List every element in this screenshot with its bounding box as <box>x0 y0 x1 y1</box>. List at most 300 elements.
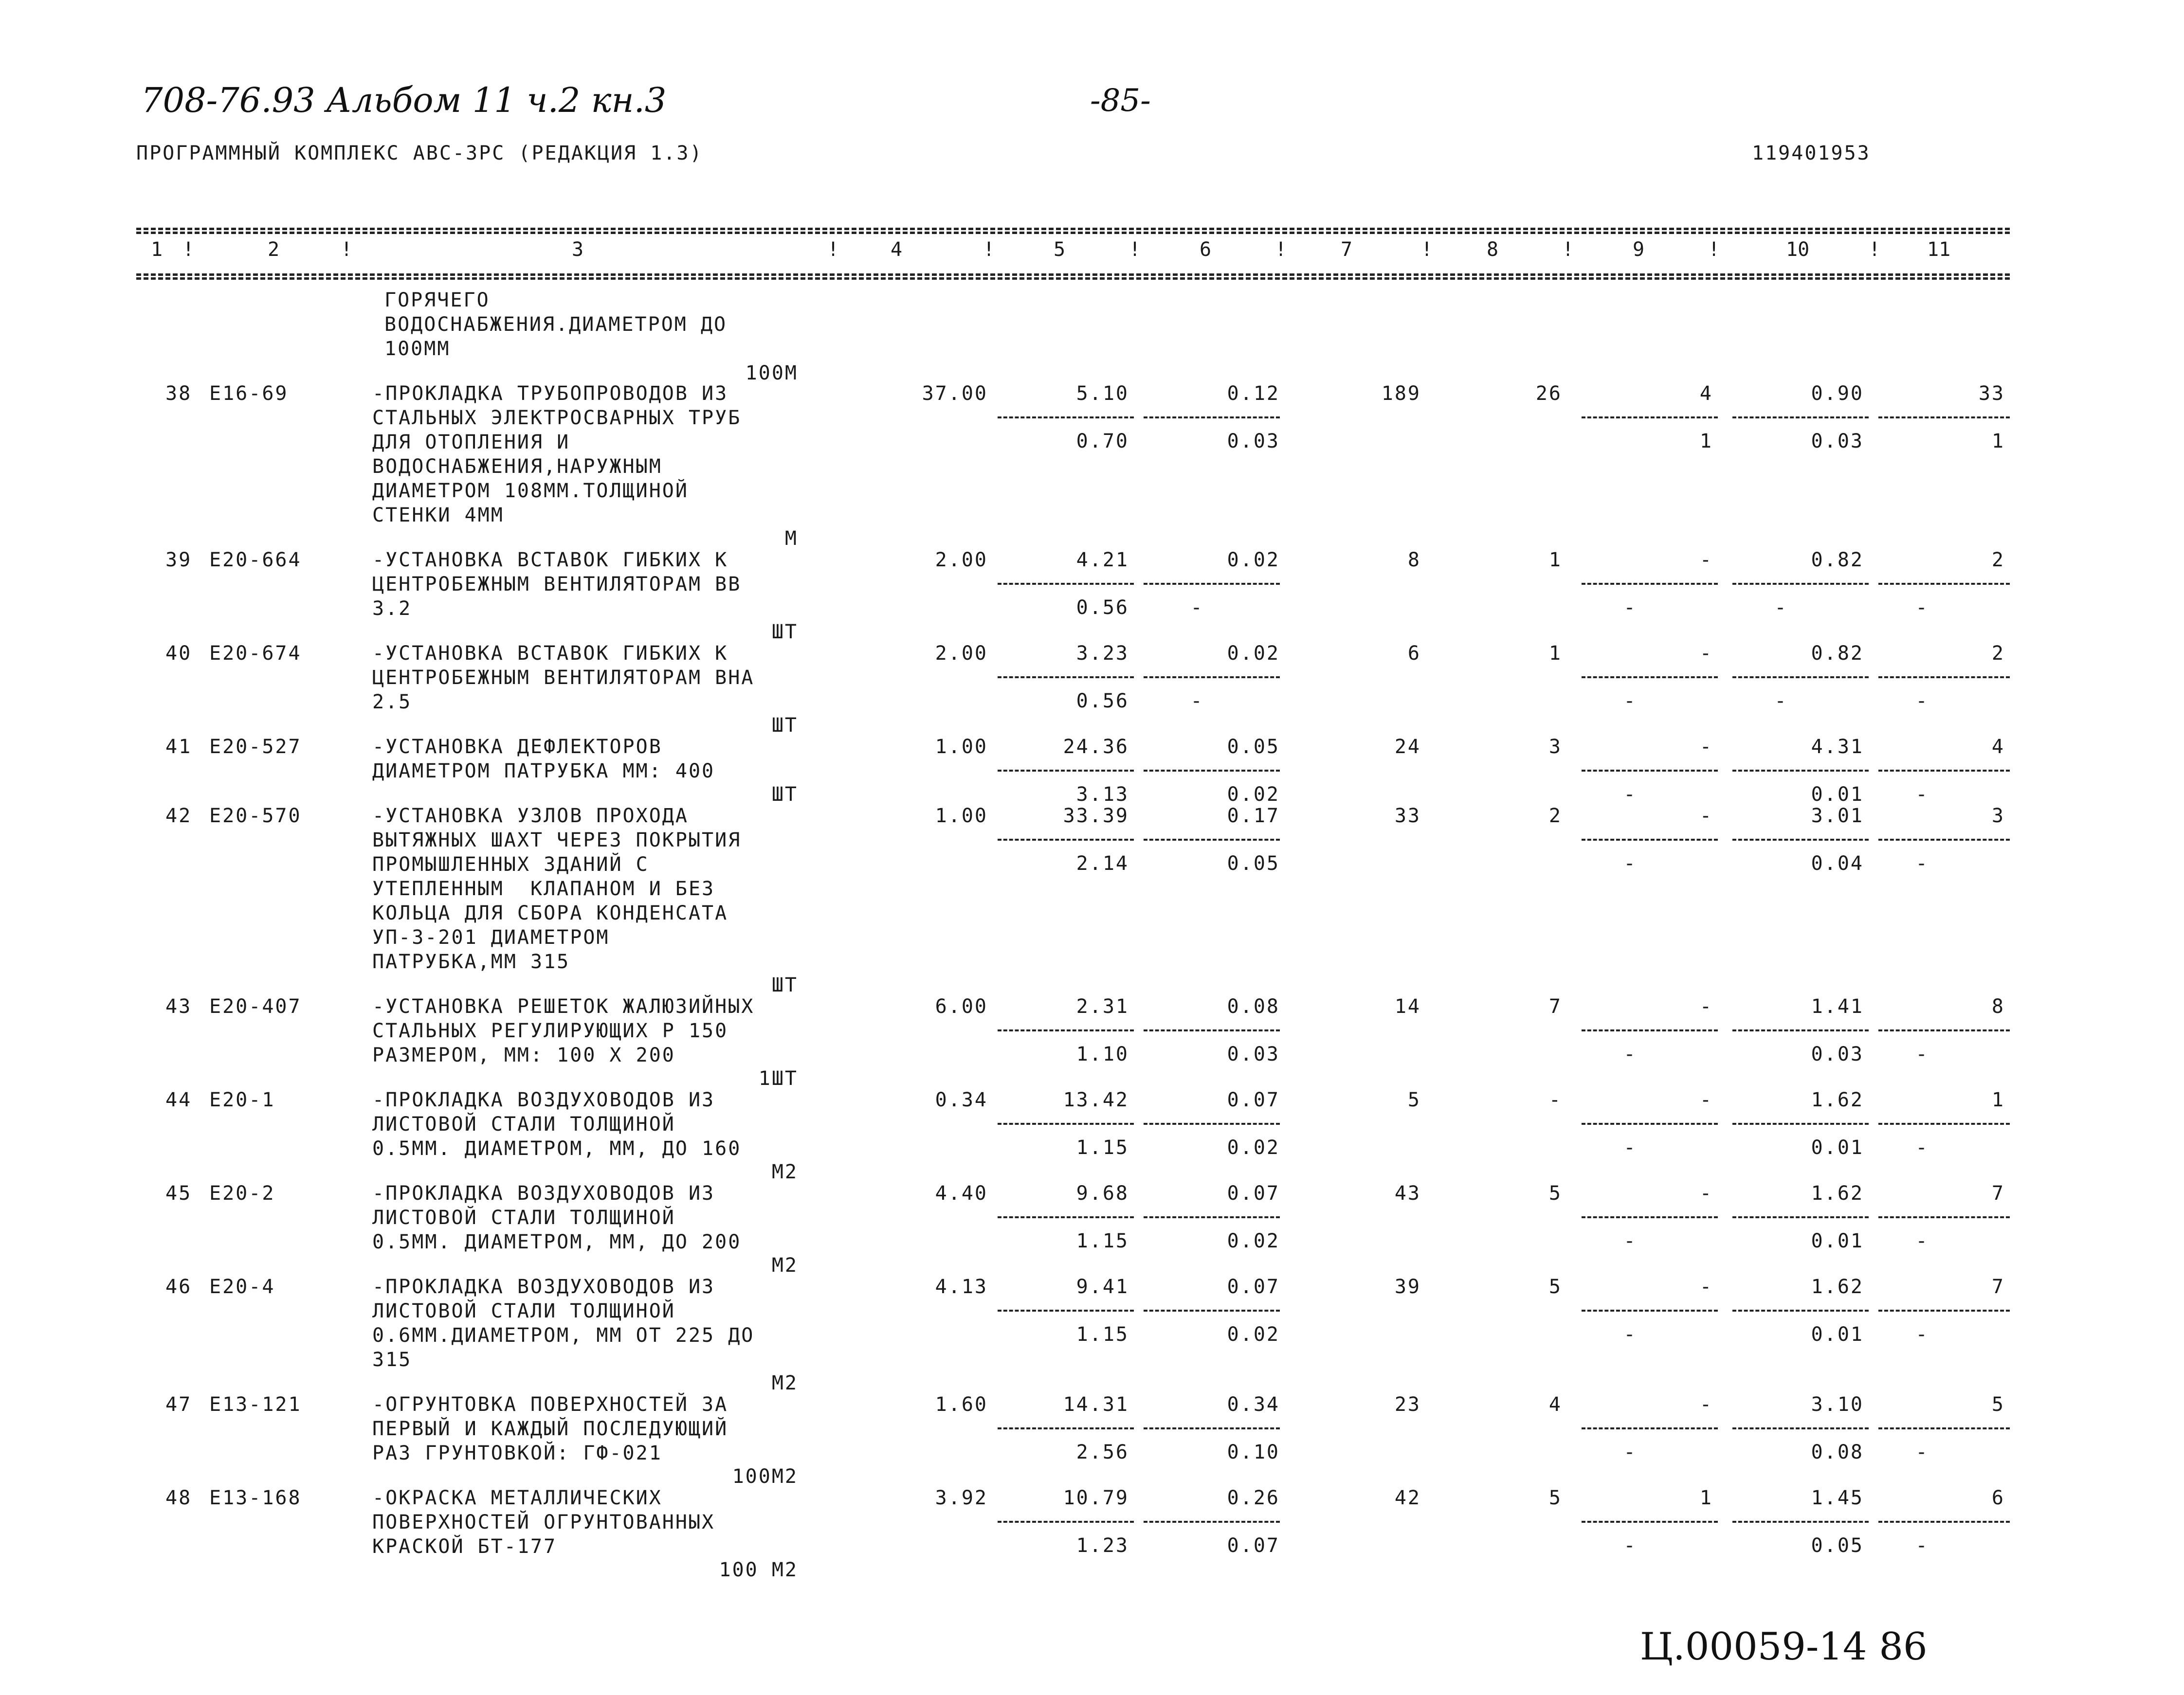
row-desc-line: СТАЛЬНЫХ РЕГУЛИРУЮЩИХ Р 150 <box>372 1020 728 1042</box>
row-code: Е20-4 <box>209 1276 275 1298</box>
cell-c8: 4 <box>1548 1393 1562 1416</box>
row-desc-line: ЛИСТОВОЙ СТАЛИ ТОЛЩИНОЙ <box>372 1207 675 1229</box>
row-unit: ШТ <box>771 714 798 737</box>
cell-c6: 0.12 <box>1227 382 1280 405</box>
cell-c7: 23 <box>1394 1393 1421 1416</box>
cell-c10: 4.31 <box>1811 736 1864 758</box>
column-header-10: 10 <box>1786 238 1810 261</box>
table-header-bottom-rule <box>136 273 2010 276</box>
row-number: 39 <box>165 549 192 571</box>
cell-c10b: - <box>1774 690 1788 712</box>
column-separator: ! <box>1421 238 1433 261</box>
cell-c8: 5 <box>1548 1487 1562 1509</box>
cell-c5b: 0.70 <box>1076 430 1129 452</box>
cell-c9: - <box>1699 549 1713 571</box>
fraction-divider <box>1878 1216 2010 1218</box>
fraction-divider <box>1582 583 1718 585</box>
row-desc-line: -УСТАНОВКА ДЕФЛЕКТОРОВ <box>372 736 662 758</box>
column-header-6: 6 <box>1200 238 1212 261</box>
fraction-divider <box>1878 1123 2010 1125</box>
row-unit: ШТ <box>771 621 798 643</box>
cell-c5b: 1.15 <box>1076 1136 1129 1159</box>
column-separator: ! <box>983 238 995 261</box>
cell-c11: 4 <box>1991 736 2005 758</box>
cell-c8: 7 <box>1548 995 1562 1018</box>
cell-c4: 2.00 <box>935 549 988 571</box>
cell-c6b: 0.02 <box>1227 1136 1280 1159</box>
cell-c4: 4.13 <box>935 1276 988 1298</box>
fraction-divider <box>1878 676 2010 678</box>
row-desc-line: -ОКРАСКА МЕТАЛЛИЧЕСКИХ <box>372 1487 662 1509</box>
row-desc-line: ПРОМЫШЛЕННЫХ ЗДАНИЙ С <box>372 853 649 876</box>
cell-c6b: 0.07 <box>1227 1534 1280 1557</box>
cell-c6b: - <box>1190 690 1204 712</box>
cell-c10b: 0.04 <box>1811 852 1864 875</box>
row-number: 44 <box>165 1089 192 1111</box>
row-desc-line: РАЗМЕРОМ, ММ: 100 Х 200 <box>372 1044 675 1066</box>
handwritten-album-title: 708-76.93 Альбом 11 ч.2 кн.3 <box>141 80 667 120</box>
fraction-divider <box>1582 1216 1718 1218</box>
row-desc-line: ДИАМЕТРОМ ПАТРУБКА ММ: 400 <box>372 760 715 782</box>
cell-c11: 7 <box>1991 1182 2005 1205</box>
fraction-divider <box>1878 1310 2010 1312</box>
cell-c11: 33 <box>1978 382 2005 405</box>
cell-c4: 0.34 <box>935 1089 988 1111</box>
fraction-divider <box>1732 770 1869 772</box>
row-number: 43 <box>165 995 192 1018</box>
row-code: Е20-674 <box>209 642 302 665</box>
cell-c10b: 0.08 <box>1811 1441 1864 1463</box>
fraction-divider <box>1144 1123 1280 1125</box>
row-unit: ШТ <box>771 783 798 806</box>
cell-c9b: - <box>1623 1136 1637 1159</box>
column-header-8: 8 <box>1487 238 1499 261</box>
fraction-divider <box>1144 583 1280 585</box>
cell-c9b: 1 <box>1699 430 1713 452</box>
fraction-divider <box>1878 770 2010 772</box>
table-top-rule <box>136 228 2010 230</box>
row-code: Е20-570 <box>209 805 302 827</box>
column-separator: ! <box>1708 238 1720 261</box>
fraction-divider <box>998 1521 1134 1523</box>
column-separator: ! <box>1562 238 1574 261</box>
cell-c11b: - <box>1915 690 1929 712</box>
cell-c7: 14 <box>1394 995 1421 1018</box>
cell-c6: 0.26 <box>1227 1487 1280 1509</box>
cell-c11b: - <box>1915 1230 1929 1252</box>
cell-c10b: - <box>1774 596 1788 619</box>
doc-code: 119401953 <box>1752 142 1871 164</box>
cell-c6b: 0.02 <box>1227 1323 1280 1346</box>
cell-c6b: - <box>1190 596 1204 619</box>
cell-c7: 6 <box>1407 642 1421 665</box>
program-title: ПРОГРАММНЫЙ КОМПЛЕКС АВС-3РС (РЕДАКЦИЯ 1.3) <box>136 142 703 164</box>
cell-c10b: 0.01 <box>1811 1230 1864 1252</box>
fraction-divider <box>1144 770 1280 772</box>
cell-c10: 1.41 <box>1811 995 1864 1018</box>
row-desc-line: УП-3-201 ДИАМЕТРОМ <box>372 926 610 949</box>
cell-c5b: 2.14 <box>1076 852 1129 875</box>
row-unit: 100М2 <box>732 1465 798 1488</box>
row-desc-line: ЛИСТОВОЙ СТАЛИ ТОЛЩИНОЙ <box>372 1113 675 1136</box>
cell-c10b: 0.01 <box>1811 1323 1864 1346</box>
cell-c6: 0.07 <box>1227 1276 1280 1298</box>
cell-c4: 2.00 <box>935 642 988 665</box>
row-desc-line: СТЕНКИ 4ММ <box>372 504 504 526</box>
cell-c7: 42 <box>1394 1487 1421 1509</box>
fraction-divider <box>998 676 1134 678</box>
cell-c10b: 0.03 <box>1811 430 1864 452</box>
cell-c6b: 0.02 <box>1227 783 1280 806</box>
page-number: -85- <box>1090 83 1151 119</box>
cell-c10: 0.82 <box>1811 549 1864 571</box>
row-desc-line: ВЫТЯЖНЫХ ШАХТ ЧЕРЕЗ ПОКРЫТИЯ <box>372 829 742 851</box>
row-number: 48 <box>165 1487 192 1509</box>
cell-c11: 3 <box>1991 805 2005 827</box>
cell-c9b: - <box>1623 1534 1637 1557</box>
fraction-divider <box>1878 583 2010 585</box>
fraction-divider <box>1144 676 1280 678</box>
column-separator: ! <box>1869 238 1881 261</box>
row-desc-line: ПАТРУБКА,ММ 315 <box>372 951 570 973</box>
row-number: 46 <box>165 1276 192 1298</box>
cell-c4: 37.00 <box>922 382 988 405</box>
cell-c10b: 0.01 <box>1811 1136 1864 1159</box>
cell-c5b: 1.23 <box>1076 1534 1129 1557</box>
row-desc-line: ЛИСТОВОЙ СТАЛИ ТОЛЩИНОЙ <box>372 1300 675 1322</box>
column-header-5: 5 <box>1054 238 1066 261</box>
fraction-divider <box>1582 839 1718 841</box>
cell-c9: - <box>1699 995 1713 1018</box>
row-code: Е20-1 <box>209 1089 275 1111</box>
cell-c10: 1.62 <box>1811 1182 1864 1205</box>
cell-c10: 1.62 <box>1811 1089 1864 1111</box>
fraction-divider <box>1732 416 1869 418</box>
cell-c5b: 3.13 <box>1076 783 1129 806</box>
row-desc-line: -ПРОКЛАДКА ВОЗДУХОВОДОВ ИЗ <box>372 1182 715 1205</box>
cell-c4: 4.40 <box>935 1182 988 1205</box>
fraction-divider <box>1878 839 2010 841</box>
row-desc-line: ЦЕНТРОБЕЖНЫМ ВЕНТИЛЯТОРАМ ВВ <box>372 573 742 595</box>
fraction-divider <box>998 1029 1134 1031</box>
cell-c9b: - <box>1623 1043 1637 1065</box>
row-desc-line: ПОВЕРХНОСТЕЙ ОГРУНТОВАННЫХ <box>372 1511 715 1533</box>
fraction-divider <box>1878 1029 2010 1031</box>
column-header-11: 11 <box>1927 238 1951 261</box>
row-number: 47 <box>165 1393 192 1416</box>
fraction-divider <box>1582 416 1718 418</box>
cell-c9b: - <box>1623 596 1637 619</box>
fraction-divider <box>998 839 1134 841</box>
row-desc-line: -ПРОКЛАДКА ВОЗДУХОВОДОВ ИЗ <box>372 1276 715 1298</box>
fraction-divider <box>998 1123 1134 1125</box>
cell-c7: 5 <box>1407 1089 1421 1111</box>
row-desc-line: 0.6ММ.ДИАМЕТРОМ, ММ ОТ 225 ДО <box>372 1324 755 1347</box>
fraction-divider <box>1732 1123 1869 1125</box>
cell-c6b: 0.05 <box>1227 852 1280 875</box>
row-code: Е20-407 <box>209 995 302 1018</box>
row-unit: 1ШТ <box>758 1067 798 1090</box>
fraction-divider <box>1732 1427 1869 1429</box>
cell-c6b: 0.03 <box>1227 430 1280 452</box>
fraction-divider <box>998 416 1134 418</box>
cell-c10b: 0.03 <box>1811 1043 1864 1065</box>
cell-c11b: - <box>1915 783 1929 806</box>
fraction-divider <box>1878 416 2010 418</box>
cell-c5: 9.68 <box>1076 1182 1129 1205</box>
row-unit: ШТ <box>771 974 798 996</box>
cell-c4: 1.00 <box>935 736 988 758</box>
cell-c5b: 2.56 <box>1076 1441 1129 1463</box>
row-desc-line: ВОДОСНАБЖЕНИЯ,НАРУЖНЫМ <box>372 455 662 478</box>
row-desc-line: РАЗ ГРУНТОВКОЙ: ГФ-021 <box>372 1442 662 1464</box>
cell-c11b: - <box>1915 852 1929 875</box>
column-header-4: 4 <box>891 238 903 261</box>
cell-c7: 39 <box>1394 1276 1421 1298</box>
cell-c4: 6.00 <box>935 995 988 1018</box>
column-separator: ! <box>1129 238 1141 261</box>
table-top-rule-2 <box>136 232 2010 234</box>
cell-c11b: - <box>1915 596 1929 619</box>
cell-c10: 3.10 <box>1811 1393 1864 1416</box>
column-header-3: 3 <box>572 238 584 261</box>
cell-c6: 0.07 <box>1227 1182 1280 1205</box>
row-desc-line: -УСТАНОВКА ВСТАВОК ГИБКИХ К <box>372 549 728 571</box>
cell-c10b: 0.01 <box>1811 783 1864 806</box>
row-desc-line: -УСТАНОВКА ВСТАВОК ГИБКИХ К <box>372 642 728 665</box>
fraction-divider <box>998 1427 1134 1429</box>
cell-c8: 2 <box>1548 805 1562 827</box>
cell-c6b: 0.10 <box>1227 1441 1280 1463</box>
fraction-divider <box>1732 1029 1869 1031</box>
cell-c10b: 0.05 <box>1811 1534 1864 1557</box>
column-header-2: 2 <box>268 238 280 261</box>
cell-c5b: 1.15 <box>1076 1230 1129 1252</box>
cell-c6: 0.05 <box>1227 736 1280 758</box>
cell-c11b: - <box>1915 1441 1929 1463</box>
fraction-divider <box>1732 1521 1869 1523</box>
row-desc-line: 0.5ММ. ДИАМЕТРОМ, ММ, ДО 160 <box>372 1137 742 1160</box>
cell-c5b: 1.10 <box>1076 1043 1129 1065</box>
row-code: Е16-69 <box>209 382 289 405</box>
row-number: 38 <box>165 382 192 405</box>
cell-c9: - <box>1699 1393 1713 1416</box>
cell-c9: - <box>1699 1276 1713 1298</box>
fraction-divider <box>1732 676 1869 678</box>
cell-c7: 24 <box>1394 736 1421 758</box>
column-header-7: 7 <box>1341 238 1353 261</box>
cell-c5: 14.31 <box>1063 1393 1129 1416</box>
cell-c11b: - <box>1915 1534 1929 1557</box>
fraction-divider <box>1732 1216 1869 1218</box>
cell-c6: 0.08 <box>1227 995 1280 1018</box>
table-header-bottom-rule-2 <box>136 277 2010 280</box>
fraction-divider <box>1878 1521 2010 1523</box>
row-desc-line: ПЕРВЫЙ И КАЖДЫЙ ПОСЛЕДУЮЩИЙ <box>372 1418 728 1440</box>
row-desc-line: ДИАМЕТРОМ 108ММ.ТОЛЩИНОЙ <box>372 480 689 502</box>
column-header-1: 1 <box>151 238 163 261</box>
cell-c11: 6 <box>1991 1487 2005 1509</box>
handwritten-stamp: Ц.00059-14 86 <box>1640 1625 1928 1669</box>
fraction-divider <box>1732 1310 1869 1312</box>
column-header-9: 9 <box>1633 238 1645 261</box>
fraction-divider <box>1582 1029 1718 1031</box>
cell-c11: 2 <box>1991 642 2005 665</box>
cell-c5: 24.36 <box>1063 736 1129 758</box>
row-desc-line: СТАЛЬНЫХ ЭЛЕКТРОСВАРНЫХ ТРУБ <box>372 407 742 429</box>
cell-c5: 10.79 <box>1063 1487 1129 1509</box>
cell-c7: 189 <box>1381 382 1421 405</box>
row-desc-line: КОЛЬЦА ДЛЯ СБОРА КОНДЕНСАТА <box>372 902 728 924</box>
column-separator: ! <box>1275 238 1287 261</box>
fraction-divider <box>1582 770 1718 772</box>
cell-c5: 9.41 <box>1076 1276 1129 1298</box>
fraction-divider <box>1144 1310 1280 1312</box>
cell-c11: 7 <box>1991 1276 2005 1298</box>
cell-c9: - <box>1699 736 1713 758</box>
cell-c6: 0.17 <box>1227 805 1280 827</box>
row-code: Е20-664 <box>209 549 302 571</box>
cell-c10: 0.82 <box>1811 642 1864 665</box>
fraction-divider <box>1582 676 1718 678</box>
row-desc-line: ЦЕНТРОБЕЖНЫМ ВЕНТИЛЯТОРАМ ВНА <box>372 667 755 689</box>
column-separator: ! <box>827 238 839 261</box>
carryover-desc-line: 100ММ <box>384 338 451 360</box>
fraction-divider <box>1878 1427 2010 1429</box>
row-desc-line: -ОГРУНТОВКА ПОВЕРХНОСТЕЙ ЗА <box>372 1393 728 1416</box>
cell-c11b: - <box>1915 1043 1929 1065</box>
row-number: 41 <box>165 736 192 758</box>
cell-c5b: 0.56 <box>1076 690 1129 712</box>
row-desc-line: 315 <box>372 1349 412 1371</box>
cell-c9b: - <box>1623 1230 1637 1252</box>
row-desc-line: ДЛЯ ОТОПЛЕНИЯ И <box>372 431 570 453</box>
cell-c7: 43 <box>1394 1182 1421 1205</box>
row-number: 40 <box>165 642 192 665</box>
cell-c8: 1 <box>1548 642 1562 665</box>
row-unit: М2 <box>771 1161 798 1183</box>
fraction-divider <box>1144 416 1280 418</box>
fraction-divider <box>1582 1427 1718 1429</box>
row-desc-line: 0.5ММ. ДИАМЕТРОМ, ММ, ДО 200 <box>372 1231 742 1253</box>
fraction-divider <box>1144 1029 1280 1031</box>
fraction-divider <box>1732 583 1869 585</box>
fraction-divider <box>998 1216 1134 1218</box>
cell-c5: 3.23 <box>1076 642 1129 665</box>
cell-c11: 5 <box>1991 1393 2005 1416</box>
cell-c9b: - <box>1623 1323 1637 1346</box>
cell-c7: 8 <box>1407 549 1421 571</box>
cell-c9: 4 <box>1699 382 1713 405</box>
cell-c9b: - <box>1623 783 1637 806</box>
cell-c8: 26 <box>1535 382 1562 405</box>
cell-c9: 1 <box>1699 1487 1713 1509</box>
carryover-desc-line: ВОДОСНАБЖЕНИЯ.ДИАМЕТРОМ ДО <box>384 313 728 336</box>
row-desc-line: 2.5 <box>372 691 412 713</box>
row-number: 45 <box>165 1182 192 1205</box>
fraction-divider <box>1144 1216 1280 1218</box>
cell-c9: - <box>1699 805 1713 827</box>
row-desc-line: -УСТАНОВКА УЗЛОВ ПРОХОДА <box>372 805 689 827</box>
cell-c10: 1.45 <box>1811 1487 1864 1509</box>
cell-c6b: 0.02 <box>1227 1230 1280 1252</box>
fraction-divider <box>998 583 1134 585</box>
fraction-divider <box>1732 839 1869 841</box>
cell-c10: 3.01 <box>1811 805 1864 827</box>
fraction-divider <box>1582 1310 1718 1312</box>
cell-c11: 2 <box>1991 549 2005 571</box>
row-desc-line: КРАСКОЙ БТ-177 <box>372 1535 557 1558</box>
cell-c7: 33 <box>1394 805 1421 827</box>
cell-c4: 3.92 <box>935 1487 988 1509</box>
cell-c4: 1.00 <box>935 805 988 827</box>
row-unit: М2 <box>771 1254 798 1277</box>
row-code: Е13-168 <box>209 1487 302 1509</box>
fraction-divider <box>1144 1427 1280 1429</box>
cell-c9: - <box>1699 1182 1713 1205</box>
cell-c6: 0.07 <box>1227 1089 1280 1111</box>
cell-c8: 5 <box>1548 1182 1562 1205</box>
cell-c9b: - <box>1623 690 1637 712</box>
fraction-divider <box>1582 1123 1718 1125</box>
cell-c5b: 1.15 <box>1076 1323 1129 1346</box>
cell-c6: 0.02 <box>1227 642 1280 665</box>
cell-c5b: 0.56 <box>1076 596 1129 619</box>
cell-c11b: - <box>1915 1323 1929 1346</box>
cell-c10: 0.90 <box>1811 382 1864 405</box>
carryover-desc-line: ГОРЯЧЕГО <box>384 289 490 311</box>
cell-c6: 0.34 <box>1227 1393 1280 1416</box>
fraction-divider <box>998 1310 1134 1312</box>
row-unit: М <box>784 527 798 550</box>
cell-c8: 3 <box>1548 736 1562 758</box>
cell-c5: 13.42 <box>1063 1089 1129 1111</box>
column-separator: ! <box>182 238 195 261</box>
cell-c11: 8 <box>1991 995 2005 1018</box>
cell-c8: - <box>1548 1089 1562 1111</box>
row-desc-line: -ПРОКЛАДКА ВОЗДУХОВОДОВ ИЗ <box>372 1089 715 1111</box>
cell-c11b: - <box>1915 1136 1929 1159</box>
carryover-unit: 100М <box>745 362 798 384</box>
cell-c5: 2.31 <box>1076 995 1129 1018</box>
row-desc-line: 3.2 <box>372 597 412 620</box>
cell-c9: - <box>1699 1089 1713 1111</box>
fraction-divider <box>998 770 1134 772</box>
cell-c9b: - <box>1623 852 1637 875</box>
cell-c9: - <box>1699 642 1713 665</box>
cell-c4: 1.60 <box>935 1393 988 1416</box>
cell-c5: 5.10 <box>1076 382 1129 405</box>
cell-c5: 33.39 <box>1063 805 1129 827</box>
row-unit: 100 М2 <box>719 1559 798 1581</box>
fraction-divider <box>1144 1521 1280 1523</box>
cell-c6b: 0.03 <box>1227 1043 1280 1065</box>
fraction-divider <box>1582 1521 1718 1523</box>
cell-c8: 1 <box>1548 549 1562 571</box>
cell-c6: 0.02 <box>1227 549 1280 571</box>
cell-c9b: - <box>1623 1441 1637 1463</box>
row-desc-line: -УСТАНОВКА РЕШЕТОК ЖАЛЮЗИЙНЫХ <box>372 995 755 1018</box>
cell-c5: 4.21 <box>1076 549 1129 571</box>
fraction-divider <box>1144 839 1280 841</box>
cell-c11: 1 <box>1991 1089 2005 1111</box>
row-desc-line: УТЕПЛЕННЫМ КЛАПАНОМ И БЕЗ <box>372 878 715 900</box>
row-code: Е20-527 <box>209 736 302 758</box>
column-separator: ! <box>341 238 353 261</box>
row-code: Е20-2 <box>209 1182 275 1205</box>
row-number: 42 <box>165 805 192 827</box>
cell-c8: 5 <box>1548 1276 1562 1298</box>
